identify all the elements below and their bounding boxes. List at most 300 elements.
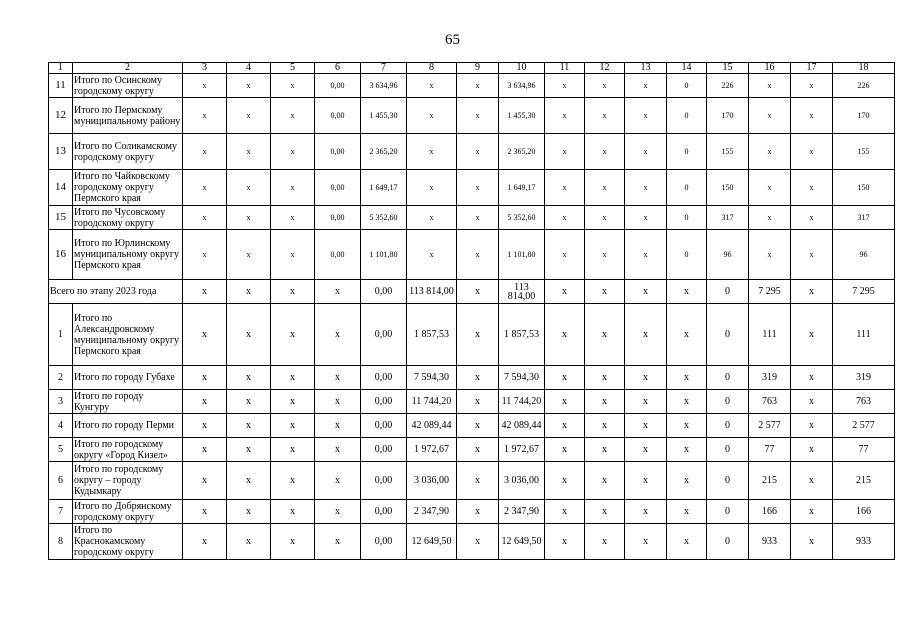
data-cell: x	[585, 438, 625, 462]
data-cell: x	[407, 230, 457, 280]
data-cell: x	[667, 390, 707, 414]
row-number: 15	[49, 206, 73, 230]
data-cell: 933	[833, 524, 895, 560]
column-number-header: 1	[49, 63, 73, 74]
data-cell: x	[183, 280, 227, 304]
municipality-name: Итого по городу Губахе	[73, 366, 183, 390]
data-cell: x	[545, 98, 585, 134]
data-cell: 7 295	[749, 280, 791, 304]
data-cell: x	[545, 280, 585, 304]
data-cell: x	[227, 280, 271, 304]
data-cell: 0	[707, 366, 749, 390]
column-number-header: 13	[625, 63, 667, 74]
data-cell: x	[667, 500, 707, 524]
data-cell: 0	[667, 98, 707, 134]
data-cell: 113 814,00	[407, 280, 457, 304]
data-cell: 111	[833, 304, 895, 366]
column-number-header: 7	[361, 63, 407, 74]
data-cell: 12 649,50	[499, 524, 545, 560]
data-cell: x	[791, 74, 833, 98]
data-cell: 1 972,67	[499, 438, 545, 462]
municipality-name: Итого по Соликамскому городскому округу	[73, 134, 183, 170]
data-cell: 11 744,20	[407, 390, 457, 414]
header-row	[49, 63, 895, 74]
data-cell: x	[625, 462, 667, 500]
data-cell: x	[183, 366, 227, 390]
data-cell: 1 857,53	[407, 304, 457, 366]
data-cell: x	[315, 414, 361, 438]
municipality-name: Итого по Краснокамскому городскому округу	[73, 524, 183, 560]
data-cell: 0	[707, 280, 749, 304]
data-cell: x	[625, 366, 667, 390]
data-cell: x	[271, 524, 315, 560]
data-cell: x	[545, 462, 585, 500]
data-cell: 0,00	[361, 366, 407, 390]
data-cell: x	[791, 98, 833, 134]
municipality-name: Итого по городу Перми	[73, 414, 183, 438]
data-cell: x	[545, 304, 585, 366]
municipality-name: Итого по городскому округу «Город Кизел»	[73, 438, 183, 462]
column-number-header: 11	[545, 63, 585, 74]
data-cell: x	[457, 366, 499, 390]
data-cell: x	[545, 390, 585, 414]
data-cell: 113 814,00	[499, 280, 545, 304]
data-cell: x	[625, 390, 667, 414]
data-cell: x	[545, 366, 585, 390]
data-cell: x	[749, 206, 791, 230]
column-number-header: 5	[271, 63, 315, 74]
column-number-header: 8	[407, 63, 457, 74]
table-row	[49, 170, 895, 206]
column-number-header: 3	[183, 63, 227, 74]
row-number: 14	[49, 170, 73, 206]
data-cell: x	[545, 170, 585, 206]
data-cell: 3 634,96	[499, 74, 545, 98]
data-cell: x	[625, 524, 667, 560]
data-cell: x	[407, 206, 457, 230]
data-cell: x	[457, 390, 499, 414]
municipality-name: Итого по Осинскому городскому округу	[73, 74, 183, 98]
table-row	[49, 206, 895, 230]
table-row	[49, 366, 895, 390]
data-cell: 0,00	[361, 390, 407, 414]
municipality-name: Итого по Александровскому муниципальному округу Пермского края	[73, 304, 183, 366]
data-cell: 1 857,53	[499, 304, 545, 366]
data-cell: x	[315, 304, 361, 366]
data-cell: x	[625, 280, 667, 304]
data-cell: x	[315, 366, 361, 390]
data-cell: 2 347,90	[499, 500, 545, 524]
column-number-header: 16	[749, 63, 791, 74]
data-cell: x	[585, 366, 625, 390]
table-row	[49, 438, 895, 462]
data-cell: x	[585, 524, 625, 560]
data-cell: 0	[707, 304, 749, 366]
data-cell: x	[545, 524, 585, 560]
data-cell: x	[585, 462, 625, 500]
data-cell: x	[227, 500, 271, 524]
data-cell: 763	[749, 390, 791, 414]
row-number: 2	[49, 366, 73, 390]
data-cell: x	[545, 74, 585, 98]
program-table	[48, 62, 895, 560]
row-number: 6	[49, 462, 73, 500]
municipality-name: Итого по Юрлинскому муниципальному округу Пермского края	[73, 230, 183, 280]
data-cell: x	[183, 390, 227, 414]
data-cell: 0	[667, 170, 707, 206]
data-cell: x	[585, 280, 625, 304]
data-cell: x	[315, 280, 361, 304]
data-cell: x	[227, 170, 271, 206]
data-cell: 3 036,00	[499, 462, 545, 500]
data-cell: 0	[707, 414, 749, 438]
table-row	[49, 134, 895, 170]
data-cell: x	[545, 206, 585, 230]
data-cell: 3 634,96	[361, 74, 407, 98]
data-cell: x	[585, 98, 625, 134]
data-cell: 42 089,44	[407, 414, 457, 438]
data-cell: 1 649,17	[499, 170, 545, 206]
data-cell: 0	[667, 74, 707, 98]
data-cell: 0,00	[361, 280, 407, 304]
data-cell: 0,00	[315, 98, 361, 134]
data-cell: x	[183, 98, 227, 134]
data-cell: x	[183, 74, 227, 98]
data-cell: 0,00	[315, 170, 361, 206]
data-cell: x	[227, 366, 271, 390]
table-row	[49, 524, 895, 560]
data-cell: x	[271, 98, 315, 134]
data-cell: 0	[707, 462, 749, 500]
data-cell: 763	[833, 390, 895, 414]
data-cell: 150	[707, 170, 749, 206]
page-number: 65	[445, 32, 460, 48]
data-cell: x	[457, 280, 499, 304]
column-number-header: 12	[585, 63, 625, 74]
data-cell: x	[227, 462, 271, 500]
data-cell: 0	[707, 524, 749, 560]
data-cell: 96	[833, 230, 895, 280]
data-cell: 155	[833, 134, 895, 170]
row-number: 16	[49, 230, 73, 280]
data-cell: x	[457, 134, 499, 170]
data-cell: x	[457, 414, 499, 438]
data-cell: x	[457, 462, 499, 500]
data-cell: 0	[667, 134, 707, 170]
data-cell: x	[183, 524, 227, 560]
data-cell: x	[585, 206, 625, 230]
data-cell: 7 295	[833, 280, 895, 304]
data-cell: 2 577	[833, 414, 895, 438]
data-cell: x	[407, 170, 457, 206]
data-cell: x	[545, 500, 585, 524]
data-cell: x	[625, 74, 667, 98]
data-cell: x	[183, 170, 227, 206]
data-cell: x	[791, 230, 833, 280]
row-number: 3	[49, 390, 73, 414]
data-cell: 5 352,60	[499, 206, 545, 230]
data-cell: 1 649,17	[361, 170, 407, 206]
municipality-name: Итого по Чайковскому городскому округу Пермского края	[73, 170, 183, 206]
data-cell: x	[667, 524, 707, 560]
data-cell: x	[457, 438, 499, 462]
data-cell: 0,00	[361, 414, 407, 438]
data-cell: 0,00	[361, 438, 407, 462]
data-cell: 166	[749, 500, 791, 524]
data-cell: 1 972,67	[407, 438, 457, 462]
data-cell: 7 594,30	[407, 366, 457, 390]
data-cell: x	[545, 438, 585, 462]
data-cell: x	[271, 438, 315, 462]
data-cell: x	[457, 170, 499, 206]
municipality-name: Итого по Добрянскому городскому округу	[73, 500, 183, 524]
data-cell: x	[227, 134, 271, 170]
data-cell: 319	[749, 366, 791, 390]
data-cell: x	[749, 134, 791, 170]
data-cell: x	[271, 462, 315, 500]
data-cell: 111	[749, 304, 791, 366]
data-cell: 215	[749, 462, 791, 500]
column-number-header: 9	[457, 63, 499, 74]
data-cell: x	[791, 524, 833, 560]
data-cell: x	[457, 230, 499, 280]
table-row	[49, 74, 895, 98]
row-number: 8	[49, 524, 73, 560]
data-cell: x	[625, 500, 667, 524]
total-label: Всего по этапу 2023 года	[49, 280, 183, 304]
data-cell: x	[315, 438, 361, 462]
data-cell: x	[227, 414, 271, 438]
column-number-header: 10	[499, 63, 545, 74]
data-cell: 150	[833, 170, 895, 206]
data-cell: 0,00	[315, 206, 361, 230]
data-cell: x	[407, 134, 457, 170]
data-cell: 317	[707, 206, 749, 230]
data-cell: 226	[707, 74, 749, 98]
data-cell: 77	[749, 438, 791, 462]
data-cell: x	[227, 206, 271, 230]
row-number: 12	[49, 98, 73, 134]
data-cell: x	[183, 230, 227, 280]
data-cell: x	[791, 366, 833, 390]
data-cell: x	[457, 206, 499, 230]
data-cell: x	[791, 390, 833, 414]
data-cell: x	[667, 366, 707, 390]
data-cell: x	[315, 500, 361, 524]
municipality-name: Итого по Пермскому муниципальному району	[73, 98, 183, 134]
data-cell: x	[749, 230, 791, 280]
data-cell: 0,00	[315, 74, 361, 98]
data-cell: 0	[707, 500, 749, 524]
data-cell: x	[227, 230, 271, 280]
data-cell: 0	[707, 390, 749, 414]
data-cell: x	[585, 304, 625, 366]
data-cell: x	[545, 134, 585, 170]
data-cell: x	[183, 500, 227, 524]
data-cell: x	[183, 206, 227, 230]
data-cell: 319	[833, 366, 895, 390]
data-cell: x	[749, 98, 791, 134]
data-cell: x	[271, 414, 315, 438]
data-cell: x	[271, 134, 315, 170]
data-cell: x	[791, 414, 833, 438]
data-cell: x	[667, 438, 707, 462]
data-cell: x	[585, 414, 625, 438]
data-cell: x	[791, 280, 833, 304]
data-cell: 2 577	[749, 414, 791, 438]
table-row	[49, 500, 895, 524]
data-cell: x	[791, 170, 833, 206]
data-cell: 2 365,20	[361, 134, 407, 170]
data-cell: x	[271, 304, 315, 366]
data-cell: x	[227, 524, 271, 560]
data-cell: 317	[833, 206, 895, 230]
data-cell: x	[271, 170, 315, 206]
data-cell: 933	[749, 524, 791, 560]
data-cell: x	[791, 500, 833, 524]
data-cell: x	[791, 134, 833, 170]
data-cell: x	[407, 74, 457, 98]
municipality-name: Итого по городскому округу – городу Кудымкару	[73, 462, 183, 500]
data-cell: x	[271, 74, 315, 98]
data-cell: x	[457, 74, 499, 98]
data-cell: x	[545, 230, 585, 280]
data-cell: x	[227, 438, 271, 462]
table-row	[49, 98, 895, 134]
data-cell: 1 101,80	[361, 230, 407, 280]
data-cell: 215	[833, 462, 895, 500]
total-row	[49, 280, 895, 304]
data-cell: x	[625, 414, 667, 438]
data-cell: x	[749, 170, 791, 206]
data-cell: x	[667, 414, 707, 438]
column-number-header: 6	[315, 63, 361, 74]
table-row	[49, 304, 895, 366]
municipality-name: Итого по городу Кунгуру	[73, 390, 183, 414]
data-cell: 12 649,50	[407, 524, 457, 560]
data-cell: x	[183, 134, 227, 170]
data-cell: x	[271, 206, 315, 230]
data-cell: x	[585, 390, 625, 414]
data-cell: 0,00	[361, 524, 407, 560]
data-cell: x	[667, 280, 707, 304]
table-row	[49, 230, 895, 280]
data-cell: x	[585, 134, 625, 170]
data-cell: 77	[833, 438, 895, 462]
data-cell: x	[271, 366, 315, 390]
data-cell: x	[791, 438, 833, 462]
data-cell: x	[667, 304, 707, 366]
data-cell: x	[183, 438, 227, 462]
data-cell: x	[545, 414, 585, 438]
row-number: 1	[49, 304, 73, 366]
data-cell: 11 744,20	[499, 390, 545, 414]
row-number: 5	[49, 438, 73, 462]
data-cell: 0,00	[361, 462, 407, 500]
data-cell: 0	[667, 230, 707, 280]
data-cell: 0	[707, 438, 749, 462]
column-number-header: 17	[791, 63, 833, 74]
table-row	[49, 462, 895, 500]
data-cell: 170	[707, 98, 749, 134]
data-cell: x	[625, 134, 667, 170]
data-cell: x	[585, 170, 625, 206]
municipality-name: Итого по Чусовскому городскому округу	[73, 206, 183, 230]
column-number-header: 2	[73, 63, 183, 74]
data-cell: x	[227, 304, 271, 366]
row-number: 4	[49, 414, 73, 438]
data-cell: 3 036,00	[407, 462, 457, 500]
data-cell: x	[625, 438, 667, 462]
data-cell: x	[749, 74, 791, 98]
data-cell: x	[271, 230, 315, 280]
data-cell: 170	[833, 98, 895, 134]
row-number: 7	[49, 500, 73, 524]
data-cell: x	[457, 98, 499, 134]
data-cell: 0,00	[361, 500, 407, 524]
data-cell: 1 101,80	[499, 230, 545, 280]
data-cell: 96	[707, 230, 749, 280]
row-number: 13	[49, 134, 73, 170]
column-number-header: 15	[707, 63, 749, 74]
data-cell: x	[585, 74, 625, 98]
data-cell: x	[315, 462, 361, 500]
table-row	[49, 414, 895, 438]
data-cell: x	[457, 500, 499, 524]
data-cell: 2 347,90	[407, 500, 457, 524]
data-cell: x	[315, 390, 361, 414]
data-cell: x	[585, 230, 625, 280]
data-cell: x	[407, 98, 457, 134]
data-cell: x	[625, 170, 667, 206]
data-cell: x	[625, 98, 667, 134]
data-cell: 0,00	[315, 134, 361, 170]
data-cell: 1 455,30	[361, 98, 407, 134]
data-cell: x	[791, 462, 833, 500]
data-cell: x	[227, 98, 271, 134]
data-cell: 2 365,20	[499, 134, 545, 170]
data-cell: 42 089,44	[499, 414, 545, 438]
data-cell: x	[667, 462, 707, 500]
column-number-header: 18	[833, 63, 895, 74]
table-row	[49, 390, 895, 414]
data-cell: x	[183, 414, 227, 438]
data-cell: 226	[833, 74, 895, 98]
data-cell: x	[791, 304, 833, 366]
data-cell: x	[625, 304, 667, 366]
data-cell: 1 455,30	[499, 98, 545, 134]
data-cell: x	[271, 500, 315, 524]
data-cell: x	[625, 206, 667, 230]
data-cell: x	[227, 74, 271, 98]
data-cell: x	[457, 524, 499, 560]
data-cell: 0	[667, 206, 707, 230]
data-cell: x	[315, 524, 361, 560]
data-cell: x	[585, 500, 625, 524]
data-cell: x	[183, 304, 227, 366]
data-cell: x	[183, 462, 227, 500]
data-cell: 0,00	[361, 304, 407, 366]
data-cell: x	[227, 390, 271, 414]
data-cell: x	[791, 206, 833, 230]
data-cell: x	[457, 304, 499, 366]
data-cell: 5 352,60	[361, 206, 407, 230]
column-number-header: 14	[667, 63, 707, 74]
data-cell: x	[271, 280, 315, 304]
data-cell: 155	[707, 134, 749, 170]
data-cell: 0,00	[315, 230, 361, 280]
data-cell: x	[271, 390, 315, 414]
